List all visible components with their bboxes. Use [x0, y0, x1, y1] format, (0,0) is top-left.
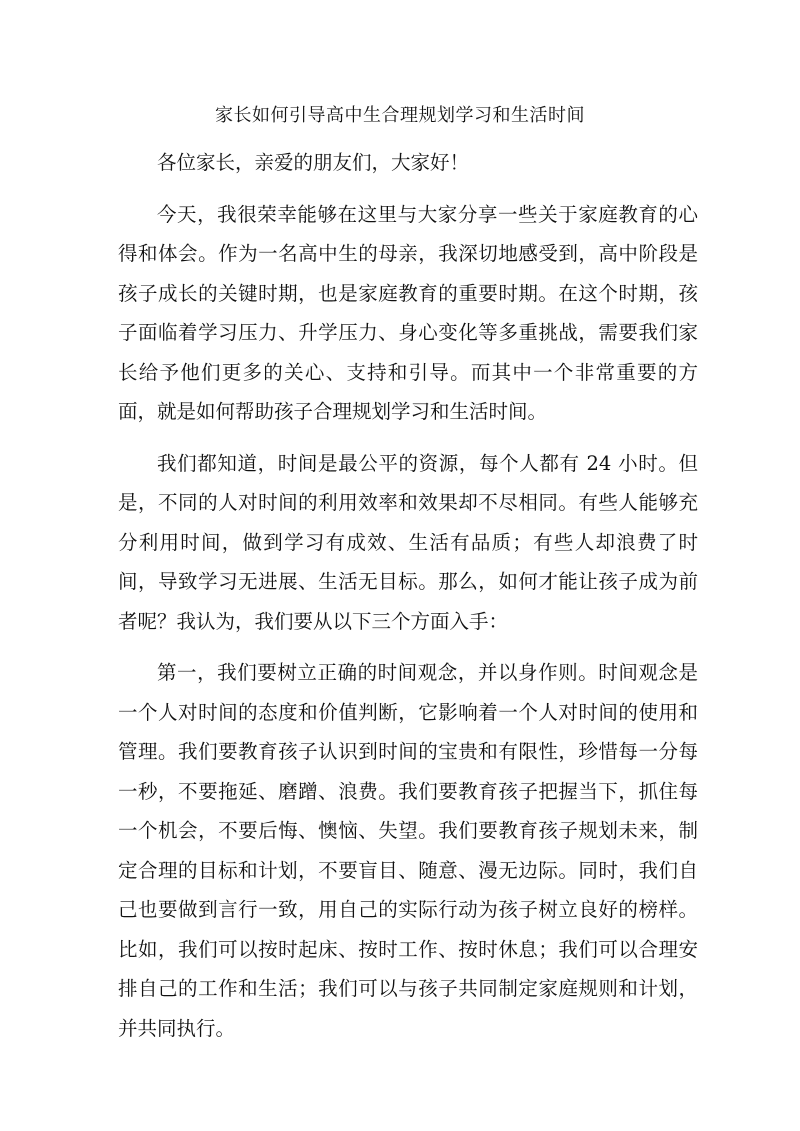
- paragraph-first-point: 第一，我们要树立正确的时间观念，并以身作则。时间观念是一个人对时间的态度和价值判断，它影响着一个人对时间的使用和管理。我们要教育孩子认识到时间的宝贵和有限性，珍惜每一分每一秒，不要拖延、磨蹭、浪费。我们要教育孩子把握当下，抓住每一个机会，不要后悔、懊恼、失望。我们要教育孩子规划未来，制定合理的目标和计划，不要盲目、随意、漫无边际。同时，我们自己也要做到言行一致，用自己的实际行动为孩子树立良好的榜样。比如，我们可以按时起床、按时工作、按时休息；我们可以合理安排自己的工作和生活；我们可以与孩子共同制定家庭规则和计划，并共同执行。: [118, 661, 698, 1040]
- paragraph-introduction: 今天，我很荣幸能够在这里与大家分享一些关于家庭教育的心得和体会。作为一名高中生的母亲，我深切地感受到，高中阶段是孩子成长的关键时期，也是家庭教育的重要时期。在这个时期，孩子面临着学习压力、升学压力、身心变化等多重挑战，需要我们家长给予他们更多的关心、支持和引导。而其中一个非常重要的方面，就是如何帮助孩子合理规划学习和生活时间。: [118, 202, 698, 423]
- paragraph-time-resource: 我们都知道，时间是最公平的资源，每个人都有 24 小时。但是，不同的人对时间的利用效率和效果却不尽相同。有些人能够充分利用时间，做到学习有成效、生活有品质；有些人却浪费了时间，导致学习无进展、生活无目标。那么，如何才能让孩子成为前者呢？我认为，我们要从以下三个方面入手：: [118, 451, 698, 633]
- paragraph-greeting: 各位家长，亲爱的朋友们，大家好！: [157, 151, 470, 174]
- document-body: [118, 143, 698, 1060]
- document-title: 家长如何引导高中生合理规划学习和生活时间: [215, 105, 585, 126]
